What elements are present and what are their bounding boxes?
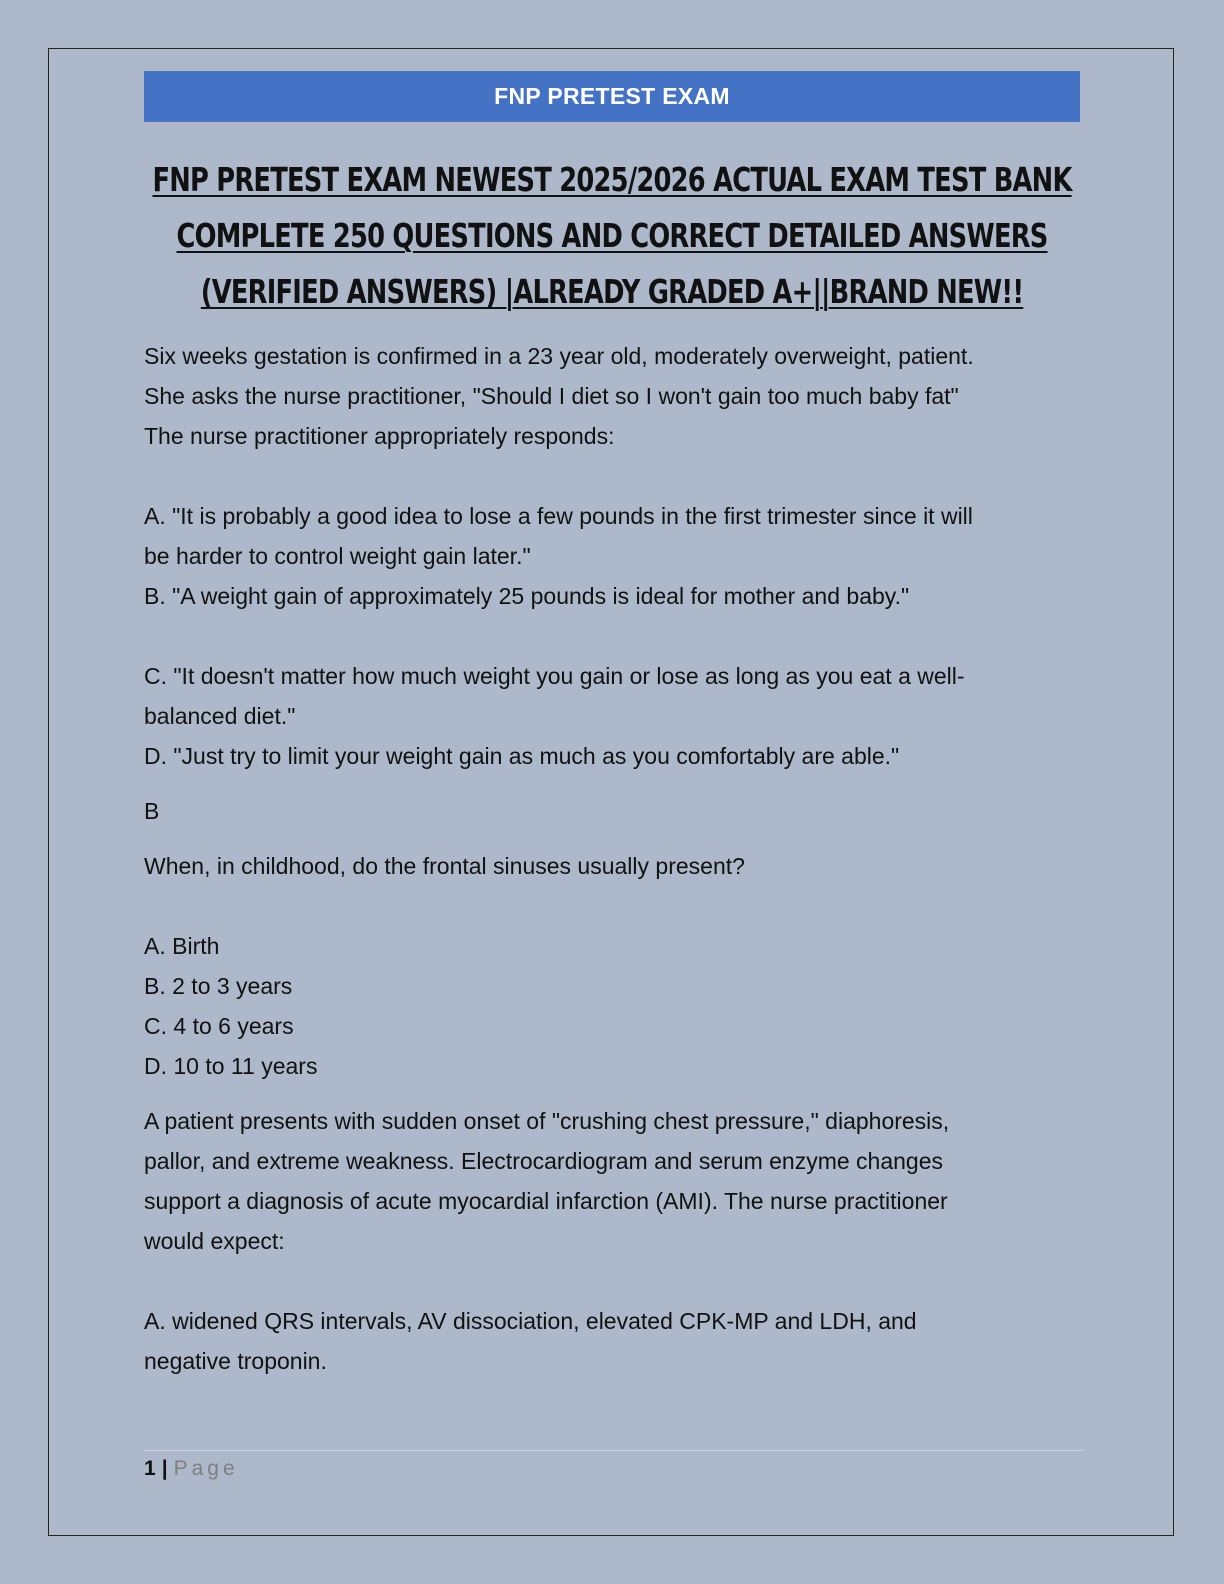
question-1-stem-line: Six weeks gestation is confirmed in a 23 year old, moderately overweight, patient. [144,343,974,369]
question-1-option-b: B. "A weight gain of approximately 25 pounds is ideal for mother and baby." [144,583,910,609]
footer-separator: | [161,1457,168,1480]
question-2-option-d: D. 10 to 11 years [144,1053,318,1079]
question-1-stem-line: She asks the nurse practitioner, "Should I diet so I won't gain too much baby fat" [144,383,959,409]
header-bar: FNP PRETEST EXAM [144,71,1080,122]
page-label: Page [173,1457,239,1480]
question-1-option-a: A. "It is probably a good idea to lose a few pounds in the first trimester since it will [144,503,973,529]
page-footer [144,1450,1084,1481]
question-1-option-c-cont: balanced diet." [144,703,296,729]
page-number: 1 [144,1457,156,1480]
question-2-option-b: B. 2 to 3 years [144,973,293,999]
question-1-option-a-cont: be harder to control weight gain later." [144,543,531,569]
document-content [144,71,1080,1381]
question-2-option-c: C. 4 to 6 years [144,1013,294,1039]
question-2-stem-line: When, in childhood, do the frontal sinuses usually present? [144,853,745,879]
question-1-answer: B [144,798,160,824]
question-3-option-a-cont: negative troponin. [144,1348,327,1374]
question-1-option-c: C. "It doesn't matter how much weight you gain or lose as long as you eat a well- [144,663,965,689]
title-line-1: FNP PRETEST EXAM NEWEST 2025/2026 ACTUAL EXAM TEST BANK [152,160,1072,199]
question-3-stem-line: A patient presents with sudden onset of "crushing chest pressure," diaphoresis, [144,1108,950,1134]
question-2 [144,846,1080,1086]
document-title [145,152,1080,320]
question-3-option-a: A. widened QRS intervals, AV dissociation, elevated CPK-MP and LDH, and [144,1308,917,1334]
question-3-stem-line: pallor, and extreme weakness. Electrocardiogram and serum enzyme changes [144,1148,944,1174]
question-3-stem-line: would expect: [144,1228,285,1254]
question-1 [144,336,1080,831]
title-line-2: COMPLETE 250 QUESTIONS AND CORRECT DETAILED ANSWERS [176,216,1048,255]
question-3 [144,1101,1080,1381]
question-1-stem-line: The nurse practitioner appropriately responds: [144,423,615,449]
title-line-3: (VERIFIED ANSWERS) |ALREADY GRADED A+||BRAND NEW!! [200,272,1024,311]
question-1-option-d: D. "Just try to limit your weight gain as much as you comfortably are able." [144,743,900,769]
question-2-option-a: A. Birth [144,933,220,959]
question-3-stem-line: support a diagnosis of acute myocardial infarction (AMI). The nurse practitioner [144,1188,948,1214]
